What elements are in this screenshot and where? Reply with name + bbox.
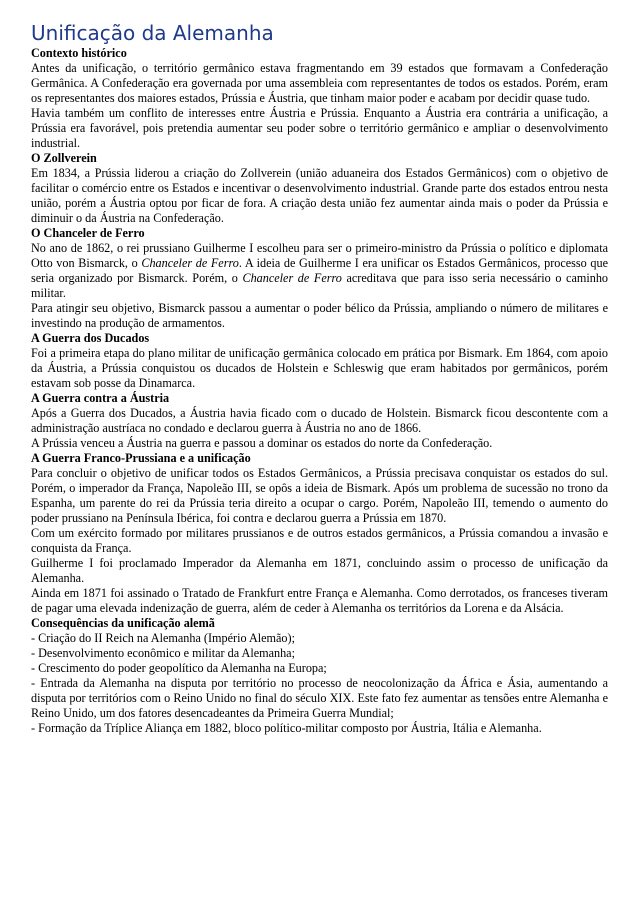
paragraph: Havia também um conflito de interesses entre Áustria e Prússia. Enquanto a Áustria era contrária a unificação, a Prússia era favorável, pois pretendia aumentar seu poder sobre o território germânico e ampliar o desenvolvimento industrial. <box>31 106 608 150</box>
text-run: . A ideia de Guilherme I era unificar os Estados Germânicos, processo que seria organizado por Bismarck. Porém, o <box>31 256 608 285</box>
list-item: - Formação da Tríplice Aliança em 1882, bloco político-militar composto por Áustria, Itália e Alemanha. <box>31 721 542 735</box>
text-run: No ano de 1862, o rei prussiano Guilherme I escolheu para ser o primeiro-ministro da Prússia o político e diplomata Otto von Bismarck, o <box>31 241 608 270</box>
emphasis-text: Chanceler de Ferro <box>141 256 239 270</box>
paragraph <box>31 241 608 301</box>
paragraph: Foi a primeira etapa do plano militar de unificação germânica colocado em prática por Bismark. Em 1864, com apoio da Áustria, a Prússia conquistou os ducados de Holstein e Schleswig que eram habitados por germânicos, porém estavam sob posse da Dinamarca. <box>31 346 608 390</box>
section-heading-ducados: A Guerra dos Ducados <box>31 331 150 345</box>
list-item: - Crescimento do poder geopolítico da Alemanha na Europa; <box>31 661 327 675</box>
section-heading-chanceler: O Chanceler de Ferro <box>31 226 145 240</box>
document-title: Unificação da Alemanha <box>31 21 274 45</box>
paragraph: Para concluir o objetivo de unificar todos os Estados Germânicos, a Prússia precisava conquistar os estados do sul. Porém, o imperador da França, Napoleão III, se opôs a ideia de Bismark. Após um problema de sucessão no trono da Espanha, um parente do rei da Prússia teria direito a ocupar o cargo. Porém, Napoleão III, temendo o aumento do poder prussiano na Península Ibérica, foi contra e declarou guerra a Prússia em 1870. <box>31 466 608 525</box>
section-heading-contexto: Contexto histórico <box>31 46 127 60</box>
paragraph: Em 1834, a Prússia liderou a criação do Zollverein (união aduaneira dos Estados Germânicos) com o objetivo de facilitar o comércio entre os Estados e incentivar o desenvolvimento industrial. Grande parte dos estados entrou nesta união, porém a Áustria optou por ficar de fora. A criação desta união fez aumentar ainda mais o poder da Prússia e diminuir o da Áustria na Confederação. <box>31 166 608 225</box>
paragraph: Para atingir seu objetivo, Bismarck passou a aumentar o poder bélico da Prússia, ampliando o número de militares e investindo na produção de armamentos. <box>31 301 608 330</box>
text-run: acreditava que para isso seria necessário o caminho militar. <box>31 271 609 300</box>
section-heading-zollverein: O Zollverein <box>31 151 97 165</box>
section-heading-consequencias: Consequências da unificação alemã <box>31 616 215 630</box>
paragraph: Guilherme I foi proclamado Imperador da Alemanha em 1871, concluindo assim o processo de unificação da Alemanha. <box>31 556 608 585</box>
list-item: - Entrada da Alemanha na disputa por território no processo de neocolonização da África e Ásia, aumentando a disputa por territórios com o Reino Unido no final do século XIX. Este fato fez aumentar as tensões entre Alemanha e Reino Unido, um dos fatores desencadeantes da Primeira Guerra Mundial; <box>31 676 608 720</box>
emphasis-text: Chanceler de Ferro <box>242 271 342 285</box>
section-heading-franco-prussiana: A Guerra Franco-Prussiana e a unificação <box>31 451 251 465</box>
list-item: - Criação do II Reich na Alemanha (Império Alemão); <box>31 631 295 645</box>
document-body <box>31 46 608 736</box>
paragraph: A Prússia venceu a Áustria na guerra e passou a dominar os estados do norte da Confederação. <box>31 436 493 450</box>
paragraph: Após a Guerra dos Ducados, a Áustria havia ficado com o ducado de Holstein. Bismarck ficou descontente com a administração austríaca no condado e declarou guerra à Áustria no ano de 1866. <box>31 406 608 435</box>
list-item: - Desenvolvimento econômico e militar da Alemanha; <box>31 646 295 660</box>
paragraph: Com um exército formado por militares prussianos e de outros estados germânicos, a Prússia comandou a invasão e conquista da França. <box>31 526 608 555</box>
paragraph: Antes da unificação, o território germânico estava fragmentando em 39 estados que formavam a Confederação Germânica. A Confederação era governada por uma assembleia com representantes de todos os estados. Porém, eram os representantes dos maiores estados, Prússia e Áustria, que tinham maior poder e acabam por decidir quase tudo. <box>31 61 608 105</box>
section-heading-austria: A Guerra contra a Áustria <box>31 391 170 405</box>
paragraph: Ainda em 1871 foi assinado o Tratado de Frankfurt entre França e Alemanha. Como derrotados, os franceses tiveram de pagar uma elevada indenização de guerra, além de ceder à Alemanha os territórios da Lorena e da Alsácia. <box>31 586 608 615</box>
